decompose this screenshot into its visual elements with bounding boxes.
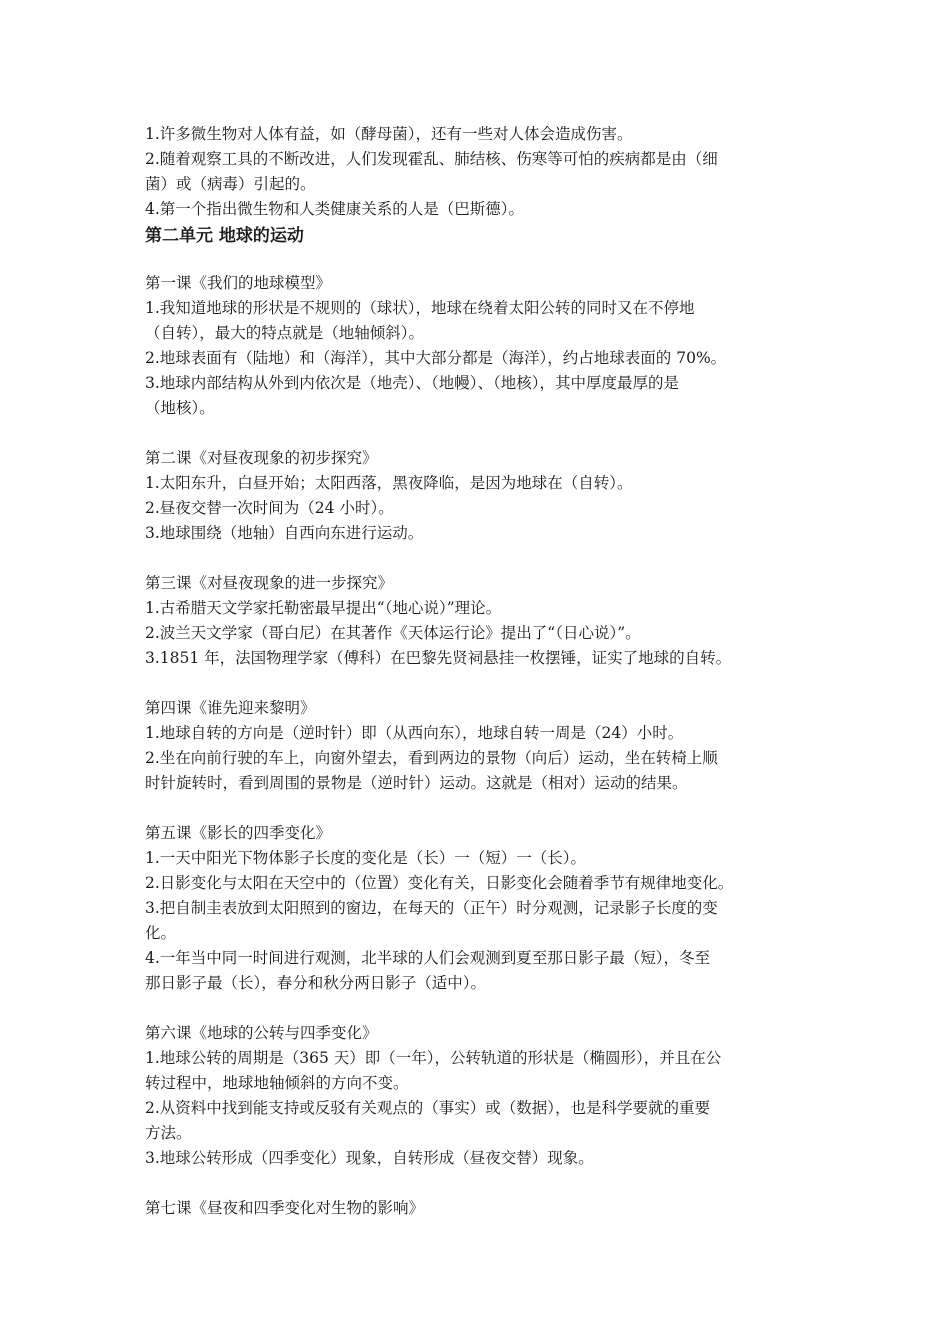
- lesson-line: 3.1851 年，法国物理学家（傅科）在巴黎先贤祠悬挂一枚摆锤，证实了地球的自转。: [145, 649, 732, 667]
- lesson-line: 时针旋转时，看到周围的景物是（逆时针）运动。这就是（相对）运动的结果。: [145, 774, 688, 792]
- lesson-line: 方法。: [145, 1124, 192, 1142]
- lesson-line: 3.地球内部结构从外到内依次是（地壳）、（地幔）、（地核），其中厚度最厚的是: [145, 374, 680, 392]
- lesson-line: （自转），最大的特点就是（地轴倾斜）。: [145, 324, 425, 342]
- lesson-line: 2.波兰天文学家（哥白尼）在其著作《天体运行论》提出了“（日心说）”。: [145, 624, 641, 642]
- intro-line: 菌）或（病毒）引起的。: [145, 175, 316, 193]
- lesson-title: 第三课《对昼夜现象的进一步探究》: [145, 574, 394, 592]
- lesson-line: 3.把自制圭表放到太阳照到的窗边，在每天的（正午）时分观测，记录影子长度的变: [145, 899, 718, 917]
- lesson-line: 2.坐在向前行驶的车上，向窗外望去，看到两边的景物（向后）运动，坐在转椅上顺: [145, 749, 718, 767]
- lesson-line: 2.从资料中找到能支持或反驳有关观点的（事实）或（数据），也是科学要就的重要: [145, 1099, 711, 1117]
- lesson-line: （地核）。: [145, 399, 215, 417]
- lesson-line: 1.古希腊天文学家托勒密最早提出“（地心说）”理论。: [145, 599, 502, 617]
- lesson-title: 第一课《我们的地球模型》: [145, 274, 332, 292]
- unit-title: 第二单元 地球的运动: [145, 226, 304, 246]
- lesson-line: 那日影子最（长），春分和秋分两日影子（适中）。: [145, 974, 487, 992]
- lesson-6: [145, 1021, 810, 1171]
- lesson-4: [145, 696, 810, 796]
- intro-line: 4.第一个指出微生物和人类健康关系的人是（巴斯德）。: [145, 200, 525, 218]
- lesson-title: 第七课《昼夜和四季变化对生物的影响》: [145, 1199, 425, 1217]
- intro-section: [145, 122, 810, 222]
- lesson-line: 1.地球公转的周期是（365 天）即（一年），公转轨道的形状是（椭圆形），并且在公: [145, 1049, 722, 1067]
- lesson-line: 2.日影变化与太阳在天空中的（位置）变化有关，日影变化会随着季节有规律地变化。: [145, 874, 734, 892]
- lesson-line: 2.昼夜交替一次时间为（24 小时）。: [145, 499, 394, 517]
- lesson-line: 1.我知道地球的形状是不规则的（球状），地球在绕着太阳公转的同时又在不停地: [145, 299, 695, 317]
- lesson-line: 3.地球公转形成（四季变化）现象，自转形成（昼夜交替）现象。: [145, 1149, 594, 1167]
- intro-line: 1.许多微生物对人体有益，如（酵母菌），还有一些对人体会造成伤害。: [145, 125, 633, 143]
- lesson-line: 3.地球围绕（地轴）自西向东进行运动。: [145, 524, 424, 542]
- lesson-2: [145, 446, 810, 546]
- lesson-line: 转过程中，地球地轴倾斜的方向不变。: [145, 1074, 409, 1092]
- lesson-line: 4.一年当中同一时间进行观测，北半球的人们会观测到夏至那日影子最（短），冬至: [145, 949, 711, 967]
- document-page: [145, 122, 810, 1246]
- lesson-5: [145, 821, 810, 996]
- lesson-line: 化。: [145, 924, 177, 942]
- lesson-title: 第五课《影长的四季变化》: [145, 824, 332, 842]
- lesson-title: 第四课《谁先迎来黎明》: [145, 699, 316, 717]
- lesson-line: 1.太阳东升，白昼开始；太阳西落，黑夜降临，是因为地球在（自转）。: [145, 474, 633, 492]
- lesson-line: 2.地球表面有（陆地）和（海洋），其中大部分都是（海洋），约占地球表面的 70%。: [145, 349, 727, 367]
- lesson-title: 第六课《地球的公转与四季变化》: [145, 1024, 378, 1042]
- lesson-title: 第二课《对昼夜现象的初步探究》: [145, 449, 378, 467]
- lesson-3: [145, 571, 810, 671]
- lesson-line: 1.一天中阳光下物体影子长度的变化是（长）一（短）一（长）。: [145, 849, 587, 867]
- lesson-1: [145, 271, 810, 421]
- intro-line: 2.随着观察工具的不断改进，人们发现霍乱、肺结核、伤寒等可怕的疾病都是由（细: [145, 150, 718, 168]
- lesson-line: 1.地球自转的方向是（逆时针）即（从西向东），地球自转一周是（24）小时。: [145, 724, 684, 742]
- lesson-7: [145, 1196, 810, 1221]
